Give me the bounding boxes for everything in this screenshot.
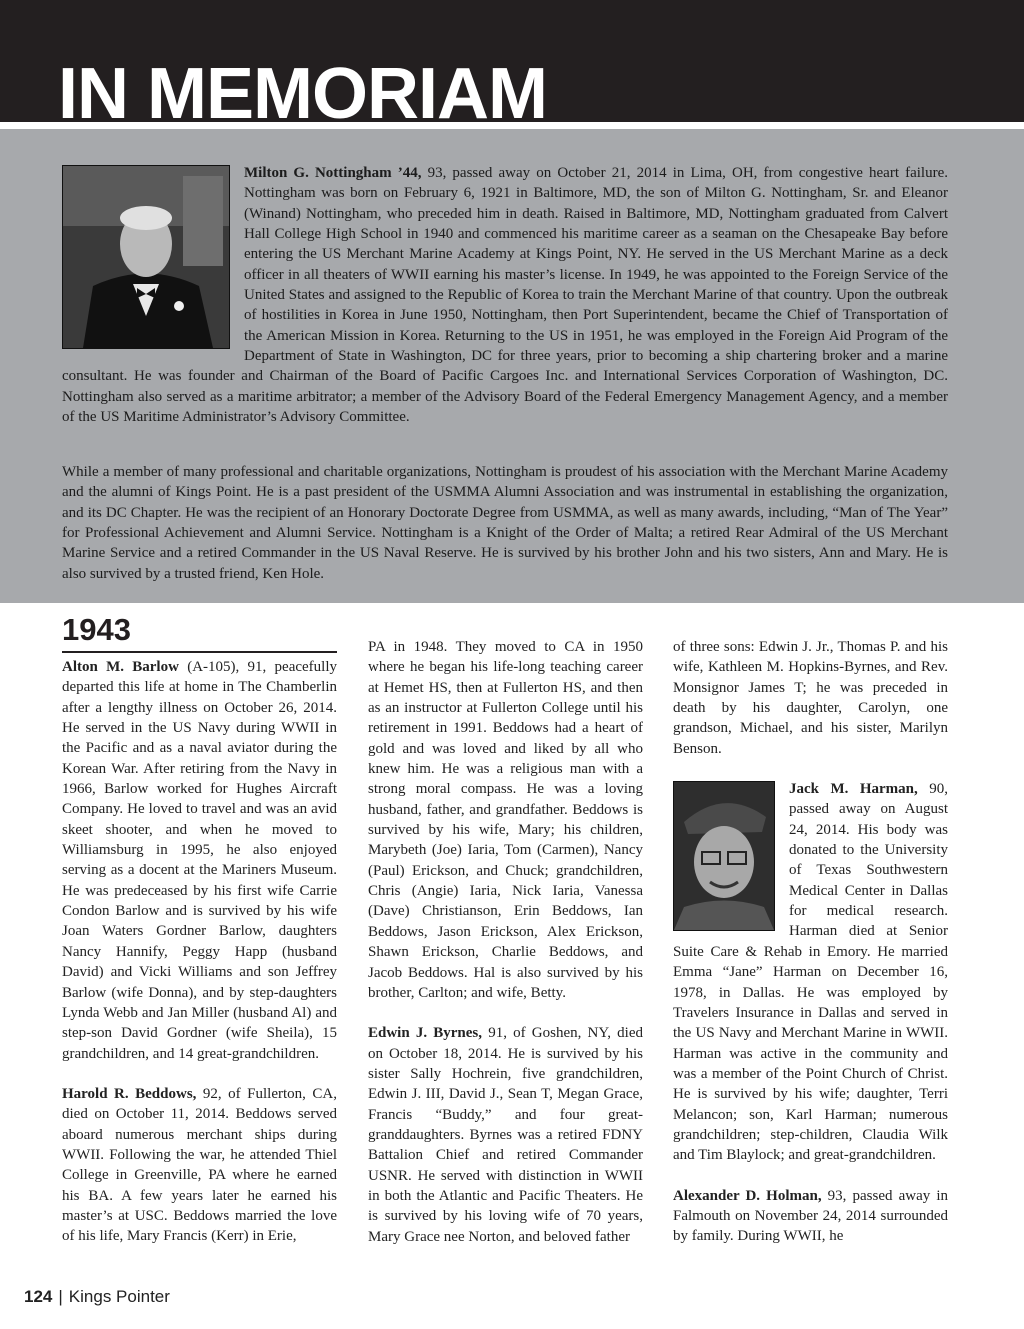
obituary-name: Edwin J. Byrnes, <box>368 1025 483 1042</box>
page-header <box>0 0 1024 122</box>
obituary-name: Milton G. Nottingham ’44, <box>244 165 422 181</box>
column-1 <box>62 657 337 1267</box>
obituary-text: 90, passed away on August 24, 2014. His body was donated to the University of Texas Southwestern Medical Center in Dallas for medical research. Harman died at Senior Suite Care & Rehab in Emory. He married Emma “Jane” Harman on December 16, 1978, in Dallas. He was employed by Travelers Insurance in Dallas and served in the US Navy and Merchant Marine in WWII. Harman was active in the community and was a member of the Point Church of Christ. He is survived by his wife; daughter, Terri Melancon; son, Karl Harman; numerous grandchildren; step-children, Claudia Wilk and Tim Blaylock; and great-grandchildren. <box>673 781 949 1164</box>
page-title: IN MEMORIAM <box>58 54 547 122</box>
publication-name: Kings Pointer <box>68 1287 170 1306</box>
obituary-name: Harold R. Beddows, <box>62 1085 197 1102</box>
obituary-text: (A-105), 91, peacefully departed this life at home in The Chamberlin after a lengthy illness on October 26, 2014. He served in the US Navy during WWII in the Pacific and as a naval aviator during the Korean War. After retiring from the Navy in 1966, Barlow worked for Hughes Aircraft Company. He loved to travel and was an avid skeet shooter, and when he moved to Williamsburg in 1995, he also enjoyed serving as a docent at the Mariners Museum. He was predeceased by his first wife Carrie Condon Barlow and is survived by his wife Joan Waters Gordner Barlow, daughters Nancy Hannify, Peggy Happ (husband David) and Vicki Williams and son Jeffrey Barlow (wife Donna), and by step-daughters Lynda Webb and Jan Miller (husband Al) and step-son David Gordner (wife Sheila), 15 grandchildren, and 14 great-grandchildren. <box>62 659 337 1062</box>
obituary-name: Jack M. Harman, <box>789 781 918 798</box>
obituary-text: 93, passed away in Falmouth on November 24, 2014 surrounded by family. During WWII, he <box>673 1187 948 1245</box>
column-2 <box>368 637 643 1267</box>
obituary-name: Alton M. Barlow <box>62 659 179 675</box>
section-year-heading: 1943 <box>62 612 131 647</box>
portrait-photo-harman <box>673 781 775 931</box>
obituary-beddows <box>62 1084 337 1247</box>
footer-separator: | <box>58 1287 63 1306</box>
obituary-beddows-continued: PA in 1948. They moved to CA in 1950 where he began his life-long teaching career at Hemet HS, then at Fullerton HS, and then as an instructor at Fullerton College until his retirement in 1991. Beddows had a heart of gold and was loved and liked by all who knew him. He was a religious man with a strong moral compass. He was a loving husband, father, and grandfather. Beddows is survived by his wife, Mary; his children, Marybeth (Joe) Iaria, Tom (Carmen), Nancy (Paul) Erickson, and Chuck; grandchildren, Chris (Angie) Iaria, Nick Iaria, Vanessa (Dave) Christianson, Erin Beddows, Ian Beddows, Jason Erickson, Alex Erickson, Shawn Erickson, Charlie Beddows, and Jacob Beddows. Hal is also survived by his brother, Carlton; and wife, Betty. <box>368 639 643 1001</box>
obituary-barlow <box>62 657 337 1064</box>
nottingham-obituary <box>62 163 948 427</box>
obituary-text: 93, passed away on October 21, 2014 in Lima, OH, from congestive heart failure. Nottingham was born on February 6, 1921 in Baltimore, MD, the son of Milton G. Nottingham, Sr. and Eleanor (Winand) Nottingham, who preceded him in death. Raised in Baltimore, MD, Nottingham graduated from Calvert Hall College High School in 1940 and commenced his maritime career as a seaman on the Chesapeake Bay before entering the US Merchant Marine Academy at Kings Point, NY. He served in the US Merchant Marine as a deck officer in all theaters of WWII earning his master’s license. In 1949, he was appointed to the Foreign Service of the United States and assigned to the Republic of Korea to train the Merchant Marine of that country. Upon the outbreak of hostilities in Korea in June 1950, Nottingham, then Port Superintendent, became the Chief of Transportation of the American Mission in Korea. Returning to the US in 1951, he was employed in the Foreign Aid Program of the Department of State in Washington, DC for three years, prior to becoming a ship chartering broker and a marine consultant. He was founder and Chairman of the Board of Pacific Cargoes Inc. and International Services Corporation of Washington, DC. Nottingham also served as a maritime arbitrator; a member of the Advisory Board of the Federal Emergency Management Agency, and a member of the US Maritime Administrator’s Advisory Committee. <box>62 165 948 426</box>
column-3 <box>673 637 948 1267</box>
obituary-byrnes-continued: of three sons: Edwin J. Jr., Thomas P. and his wife, Kathleen M. Hopkins-Byrnes, and Rev. Monsignor James T; he was preceded in death by his daughter, Carolyn, one grandson, Michael, and his sister, Marilyn Benson. <box>673 639 948 757</box>
obituary-holman <box>673 1186 948 1247</box>
header-divider <box>0 122 1024 129</box>
obituary-name: Alexander D. Holman, <box>673 1187 822 1204</box>
section-divider <box>62 651 337 653</box>
obituary-text: 91, of Goshen, NY, died on October 18, 2014. He is survived by his sister Sally Hochrein, five grandchildren, Edwin J. III, David J., Sean T, Megan Grace, Francis “Buddy,” and four great-granddaughters. Byrnes was a retired FDNY Battalion Chief and retired Commander USNR. He served with distinction in WWII in both the Atlantic and Pacific Theaters. He is survived by his loving wife of 70 years, Mary Grace nee Norton, and beloved father <box>368 1025 643 1245</box>
page-footer <box>24 1287 170 1307</box>
obituary-harman <box>673 779 948 1166</box>
obituary-byrnes <box>368 1023 643 1247</box>
page-number: 124 <box>24 1287 53 1306</box>
nottingham-obituary-continued: While a member of many professional and charitable organizations, Nottingham is proudest of his association with the Merchant Marine Academy and the alumni of Kings Point. He is a past president of the USMMA Alumni Association and was instrumental in establishing the organization, and its DC Chapter. He was the recipient of an Honorary Doctorate Degree from USMMA, as well as many awards, including, “Man of The Year” for Professional Achievement and Alumni Service. Nottingham is a Knight of the Order of Malta; a retired Rear Admiral of the US Merchant Marine Service and a retired Commander in the US Naval Reserve. He is survived by his brother John and his two sisters, Ann and Mary. He is also survived by a trusted friend, Ken Hole. <box>62 464 948 582</box>
obituary-text: 92, of Fullerton, CA, died on October 11, 2014. Beddows served aboard numerous merchant ships during WWII. Following the war, he attended Thiel College in Greenville, PA where he earned his BA. A few years later he earned his master’s at USC. Beddows married the love of his life, Mary Francis (Kerr) in Erie, <box>62 1085 337 1245</box>
photo-spacer <box>62 163 244 347</box>
